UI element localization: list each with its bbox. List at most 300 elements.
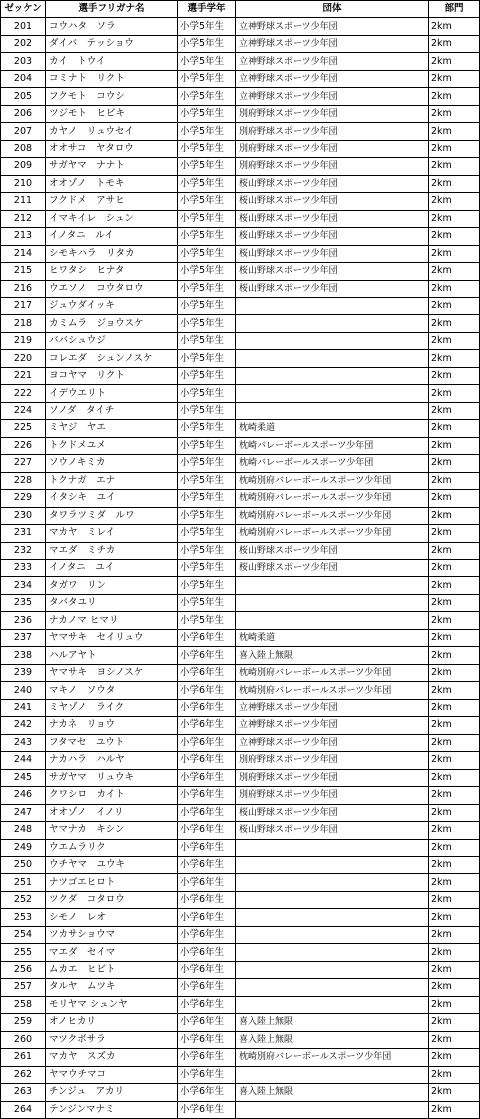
grade-cell: 小学5年生 <box>178 385 236 402</box>
division-cell: 2km <box>429 717 480 734</box>
athlete-name-cell: ハルアヤト <box>46 647 178 664</box>
bib-number-cell: 246 <box>1 787 46 804</box>
bib-number-cell: 221 <box>1 367 46 384</box>
bib-number-cell: 249 <box>1 839 46 856</box>
table-row <box>1 437 480 454</box>
table-row <box>1 577 480 594</box>
athlete-name-cell: ナカハラ ハルヤ <box>46 752 178 769</box>
division-cell: 2km <box>429 385 480 402</box>
group-cell: 立神野球スポーツ少年団 <box>236 717 429 734</box>
division-cell: 2km <box>429 856 480 873</box>
athlete-name-cell: ヤマウチマコ <box>46 1066 178 1083</box>
athlete-name-cell: トクナガ エナ <box>46 472 178 489</box>
table-row <box>1 245 480 262</box>
athlete-name-cell: コミナト リクト <box>46 70 178 87</box>
grade-cell: 小学5年生 <box>178 402 236 419</box>
grade-cell: 小学6年生 <box>178 1084 236 1101</box>
grade-cell: 小学5年生 <box>178 420 236 437</box>
bib-number-cell: 259 <box>1 1014 46 1031</box>
athlete-name-cell: モリヤマ シュンヤ <box>46 996 178 1013</box>
division-cell: 2km <box>429 822 480 839</box>
athlete-name-cell: タワラツミダ ルワ <box>46 507 178 524</box>
bib-number-cell: 203 <box>1 53 46 70</box>
division-cell: 2km <box>429 140 480 157</box>
table-row <box>1 507 480 524</box>
group-cell <box>236 594 429 611</box>
division-cell: 2km <box>429 420 480 437</box>
bib-number-cell: 239 <box>1 664 46 681</box>
group-cell: 枕崎別府バレーボールスポーツ少年団 <box>236 525 429 542</box>
bib-number-cell: 263 <box>1 1084 46 1101</box>
bib-number-cell: 204 <box>1 70 46 87</box>
division-cell: 2km <box>429 787 480 804</box>
group-cell: 立神野球スポーツ少年団 <box>236 88 429 105</box>
group-cell <box>236 315 429 332</box>
athlete-name-cell: オオゾノ トモキ <box>46 175 178 192</box>
division-cell: 2km <box>429 1014 480 1031</box>
athlete-name-cell: イノタニ ユイ <box>46 560 178 577</box>
bib-number-cell: 236 <box>1 612 46 629</box>
athlete-name-cell: ババシュウジ <box>46 332 178 349</box>
header-division: 部門 <box>429 1 480 18</box>
athlete-name-cell: マエダ ミチカ <box>46 542 178 559</box>
athlete-name-cell: トクドメユメ <box>46 437 178 454</box>
grade-cell: 小学6年生 <box>178 629 236 646</box>
division-cell: 2km <box>429 1031 480 1048</box>
table-row <box>1 1084 480 1101</box>
group-cell <box>236 1101 429 1118</box>
division-cell: 2km <box>429 525 480 542</box>
division-cell: 2km <box>429 70 480 87</box>
grade-cell: 小学5年生 <box>178 70 236 87</box>
group-cell: 喜入陸上無限 <box>236 1014 429 1031</box>
bib-number-cell: 233 <box>1 560 46 577</box>
athlete-name-cell: ムカエ ヒビト <box>46 961 178 978</box>
group-cell: 枕崎別府バレーボールスポーツ少年団 <box>236 1049 429 1066</box>
group-cell: 別府野球スポーツ少年団 <box>236 787 429 804</box>
bib-number-cell: 230 <box>1 507 46 524</box>
grade-cell: 小学5年生 <box>178 280 236 297</box>
table-row <box>1 455 480 472</box>
table-row <box>1 18 480 35</box>
group-cell: 別府野球スポーツ少年団 <box>236 158 429 175</box>
table-row <box>1 297 480 314</box>
division-cell: 2km <box>429 315 480 332</box>
athlete-name-cell: コウハタ ソラ <box>46 18 178 35</box>
bib-number-cell: 253 <box>1 909 46 926</box>
division-cell: 2km <box>429 891 480 908</box>
grade-cell: 小学6年生 <box>178 839 236 856</box>
grade-cell: 小学5年生 <box>178 88 236 105</box>
athlete-name-cell: オオサコ ヤタロウ <box>46 140 178 157</box>
group-cell <box>236 385 429 402</box>
table-row <box>1 228 480 245</box>
grade-cell: 小学5年生 <box>178 315 236 332</box>
athlete-name-cell: マカヤ スズカ <box>46 1049 178 1066</box>
division-cell: 2km <box>429 437 480 454</box>
division-cell: 2km <box>429 175 480 192</box>
group-cell: 枕崎柔道 <box>236 420 429 437</box>
division-cell: 2km <box>429 455 480 472</box>
division-cell: 2km <box>429 612 480 629</box>
grade-cell: 小学5年生 <box>178 123 236 140</box>
table-row <box>1 961 480 978</box>
division-cell: 2km <box>429 88 480 105</box>
bib-number-cell: 231 <box>1 525 46 542</box>
group-cell: 枕崎別府バレーボールスポーツ少年団 <box>236 472 429 489</box>
group-cell <box>236 961 429 978</box>
table-row <box>1 525 480 542</box>
group-cell: 枕崎別府バレーボールスポーツ少年団 <box>236 682 429 699</box>
grade-cell: 小学6年生 <box>178 734 236 751</box>
table-row <box>1 263 480 280</box>
table-row <box>1 664 480 681</box>
athlete-name-cell: フクドメ アサヒ <box>46 193 178 210</box>
bib-number-cell: 225 <box>1 420 46 437</box>
division-cell: 2km <box>429 1066 480 1083</box>
division-cell: 2km <box>429 228 480 245</box>
grade-cell: 小学6年生 <box>178 664 236 681</box>
athlete-name-cell: ナカノマ ヒマリ <box>46 612 178 629</box>
grade-cell: 小学6年生 <box>178 804 236 821</box>
bib-number-cell: 258 <box>1 996 46 1013</box>
group-cell: 桜山野球スポーツ少年団 <box>236 193 429 210</box>
table-row <box>1 979 480 996</box>
athlete-name-cell: タバタユリ <box>46 594 178 611</box>
division-cell: 2km <box>429 123 480 140</box>
division-cell: 2km <box>429 629 480 646</box>
bib-number-cell: 201 <box>1 18 46 35</box>
table-row <box>1 123 480 140</box>
table-row <box>1 315 480 332</box>
athlete-name-cell: ヤマナカ キシン <box>46 822 178 839</box>
grade-cell: 小学6年生 <box>178 979 236 996</box>
grade-cell: 小学6年生 <box>178 891 236 908</box>
bib-number-cell: 205 <box>1 88 46 105</box>
bib-number-cell: 214 <box>1 245 46 262</box>
athlete-name-cell: ヤマサキ セイリュウ <box>46 629 178 646</box>
table-row <box>1 560 480 577</box>
division-cell: 2km <box>429 263 480 280</box>
bib-number-cell: 235 <box>1 594 46 611</box>
group-cell <box>236 926 429 943</box>
athlete-name-cell: マカヤ ミレイ <box>46 525 178 542</box>
group-cell <box>236 996 429 1013</box>
group-cell: 喜入陸上無限 <box>236 1031 429 1048</box>
group-cell <box>236 944 429 961</box>
bib-number-cell: 220 <box>1 350 46 367</box>
group-cell: 立神野球スポーツ少年団 <box>236 699 429 716</box>
group-cell: 立神野球スポーツ少年団 <box>236 70 429 87</box>
header-bib-number: ゼッケン <box>1 1 46 18</box>
division-cell: 2km <box>429 402 480 419</box>
table-row <box>1 752 480 769</box>
grade-cell: 小学5年生 <box>178 245 236 262</box>
grade-cell: 小学5年生 <box>178 53 236 70</box>
group-cell: 桜山野球スポーツ少年団 <box>236 228 429 245</box>
bib-number-cell: 208 <box>1 140 46 157</box>
group-cell: 桜山野球スポーツ少年団 <box>236 560 429 577</box>
athlete-name-cell: イデウエリト <box>46 385 178 402</box>
table-row <box>1 804 480 821</box>
table-row <box>1 856 480 873</box>
bib-number-cell: 226 <box>1 437 46 454</box>
division-cell: 2km <box>429 542 480 559</box>
grade-cell: 小学5年生 <box>178 577 236 594</box>
division-cell: 2km <box>429 245 480 262</box>
bib-number-cell: 255 <box>1 944 46 961</box>
division-cell: 2km <box>429 280 480 297</box>
grade-cell: 小学6年生 <box>178 699 236 716</box>
table-row <box>1 1066 480 1083</box>
table-row <box>1 542 480 559</box>
group-cell <box>236 332 429 349</box>
bib-number-cell: 251 <box>1 874 46 891</box>
table-row <box>1 682 480 699</box>
athlete-name-cell: ナツゴエヒロト <box>46 874 178 891</box>
group-cell: 別府野球スポーツ少年団 <box>236 140 429 157</box>
group-cell: 立神野球スポーツ少年団 <box>236 53 429 70</box>
division-cell: 2km <box>429 560 480 577</box>
group-cell: 別府野球スポーツ少年団 <box>236 752 429 769</box>
table-row <box>1 787 480 804</box>
group-cell: 桜山野球スポーツ少年団 <box>236 245 429 262</box>
table-row <box>1 140 480 157</box>
bib-number-cell: 232 <box>1 542 46 559</box>
bib-number-cell: 250 <box>1 856 46 873</box>
header-grade: 選手学年 <box>178 1 236 18</box>
bib-number-cell: 207 <box>1 123 46 140</box>
grade-cell: 小学6年生 <box>178 909 236 926</box>
division-cell: 2km <box>429 909 480 926</box>
grade-cell: 小学6年生 <box>178 944 236 961</box>
grade-cell: 小学6年生 <box>178 752 236 769</box>
division-cell: 2km <box>429 18 480 35</box>
table-row <box>1 367 480 384</box>
bib-number-cell: 254 <box>1 926 46 943</box>
table-row <box>1 874 480 891</box>
table-row <box>1 210 480 227</box>
division-cell: 2km <box>429 874 480 891</box>
athlete-name-cell: マエダ セイマ <box>46 944 178 961</box>
table-row <box>1 1049 480 1066</box>
table-header <box>1 1 480 18</box>
group-cell: 桜山野球スポーツ少年団 <box>236 263 429 280</box>
group-cell: 枕崎別府バレーボールスポーツ少年団 <box>236 664 429 681</box>
group-cell: 枕崎別府バレーボールスポーツ少年団 <box>236 507 429 524</box>
athlete-name-cell: ミヤジ ヤエ <box>46 420 178 437</box>
athlete-name-cell: イマキイレ シュン <box>46 210 178 227</box>
athlete-name-cell: タルヤ ムツキ <box>46 979 178 996</box>
group-cell: 枕崎バレーボールスポーツ少年団 <box>236 437 429 454</box>
table-row <box>1 594 480 611</box>
table-row <box>1 280 480 297</box>
table-row <box>1 70 480 87</box>
grade-cell: 小学5年生 <box>178 455 236 472</box>
table-row <box>1 944 480 961</box>
table-row <box>1 332 480 349</box>
athlete-name-cell: ツカサショウマ <box>46 926 178 943</box>
bib-number-cell: 206 <box>1 105 46 122</box>
athlete-name-cell: ヒワタシ ヒナタ <box>46 263 178 280</box>
athlete-name-cell: タガワ リン <box>46 577 178 594</box>
bib-number-cell: 238 <box>1 647 46 664</box>
division-cell: 2km <box>429 577 480 594</box>
bib-number-cell: 241 <box>1 699 46 716</box>
bib-number-cell: 248 <box>1 822 46 839</box>
grade-cell: 小学5年生 <box>178 297 236 314</box>
bib-number-cell: 252 <box>1 891 46 908</box>
table-row <box>1 647 480 664</box>
bib-number-cell: 213 <box>1 228 46 245</box>
grade-cell: 小学5年生 <box>178 437 236 454</box>
division-cell: 2km <box>429 699 480 716</box>
athlete-name-cell: ウエムラリク <box>46 839 178 856</box>
division-cell: 2km <box>429 472 480 489</box>
grade-cell: 小学6年生 <box>178 717 236 734</box>
group-cell: 立神野球スポーツ少年団 <box>236 35 429 52</box>
bib-number-cell: 215 <box>1 263 46 280</box>
table-row <box>1 839 480 856</box>
grade-cell: 小学5年生 <box>178 560 236 577</box>
grade-cell: 小学6年生 <box>178 1066 236 1083</box>
athlete-name-cell: ダイバ テッショウ <box>46 35 178 52</box>
division-cell: 2km <box>429 297 480 314</box>
table-row <box>1 35 480 52</box>
grade-cell: 小学6年生 <box>178 961 236 978</box>
grade-cell: 小学5年生 <box>178 542 236 559</box>
athlete-name-cell: オオゾノ イノリ <box>46 804 178 821</box>
group-cell: 立神野球スポーツ少年団 <box>236 18 429 35</box>
division-cell: 2km <box>429 664 480 681</box>
grade-cell: 小学5年生 <box>178 18 236 35</box>
table-body <box>1 18 480 1119</box>
athlete-name-cell: フクモト コウシ <box>46 88 178 105</box>
grade-cell: 小学5年生 <box>178 490 236 507</box>
athlete-name-cell: ヤマサキ ヨシノスケ <box>46 664 178 681</box>
group-cell <box>236 1066 429 1083</box>
division-cell: 2km <box>429 682 480 699</box>
table-row <box>1 420 480 437</box>
bib-number-cell: 218 <box>1 315 46 332</box>
athlete-name-cell: クワシロ カイト <box>46 787 178 804</box>
header-row <box>1 1 480 18</box>
athlete-name-cell: コレエダ シュンノスケ <box>46 350 178 367</box>
grade-cell: 小学6年生 <box>178 1031 236 1048</box>
group-cell: 桜山野球スポーツ少年団 <box>236 210 429 227</box>
bib-number-cell: 260 <box>1 1031 46 1048</box>
division-cell: 2km <box>429 594 480 611</box>
division-cell: 2km <box>429 210 480 227</box>
bib-number-cell: 227 <box>1 455 46 472</box>
grade-cell: 小学6年生 <box>178 1014 236 1031</box>
athlete-name-cell: ミヤゾノ ライク <box>46 699 178 716</box>
division-cell: 2km <box>429 158 480 175</box>
grade-cell: 小学5年生 <box>178 332 236 349</box>
bib-number-cell: 257 <box>1 979 46 996</box>
bib-number-cell: 211 <box>1 193 46 210</box>
athlete-name-cell: カヤノ リュウセイ <box>46 123 178 140</box>
division-cell: 2km <box>429 507 480 524</box>
table-row <box>1 385 480 402</box>
group-cell: 喜入陸上無限 <box>236 647 429 664</box>
group-cell <box>236 909 429 926</box>
athlete-name-cell: マキノ ソウタ <box>46 682 178 699</box>
table-row <box>1 717 480 734</box>
bib-number-cell: 222 <box>1 385 46 402</box>
table-row <box>1 734 480 751</box>
division-cell: 2km <box>429 105 480 122</box>
table-row <box>1 996 480 1013</box>
grade-cell: 小学6年生 <box>178 926 236 943</box>
division-cell: 2km <box>429 944 480 961</box>
bib-number-cell: 256 <box>1 961 46 978</box>
athlete-name-cell: ウチヤマ ユウキ <box>46 856 178 873</box>
group-cell <box>236 979 429 996</box>
division-cell: 2km <box>429 367 480 384</box>
bib-number-cell: 224 <box>1 402 46 419</box>
bib-number-cell: 219 <box>1 332 46 349</box>
bib-number-cell: 216 <box>1 280 46 297</box>
grade-cell: 小学6年生 <box>178 787 236 804</box>
table-row <box>1 175 480 192</box>
division-cell: 2km <box>429 1101 480 1118</box>
table-row <box>1 699 480 716</box>
table-row <box>1 105 480 122</box>
athlete-name-cell: ヨコヤマ リクト <box>46 367 178 384</box>
table-row <box>1 402 480 419</box>
group-cell: 桜山野球スポーツ少年団 <box>236 175 429 192</box>
grade-cell: 小学5年生 <box>178 193 236 210</box>
table-row <box>1 891 480 908</box>
table-row <box>1 193 480 210</box>
grade-cell: 小学5年生 <box>178 210 236 227</box>
bib-number-cell: 212 <box>1 210 46 227</box>
athlete-name-cell: カミムラ ジョウスケ <box>46 315 178 332</box>
grade-cell: 小学6年生 <box>178 996 236 1013</box>
bib-number-cell: 247 <box>1 804 46 821</box>
division-cell: 2km <box>429 193 480 210</box>
athlete-name-cell: フタマセ ユウト <box>46 734 178 751</box>
division-cell: 2km <box>429 979 480 996</box>
bib-number-cell: 261 <box>1 1049 46 1066</box>
division-cell: 2km <box>429 53 480 70</box>
table-row <box>1 158 480 175</box>
table-row <box>1 88 480 105</box>
grade-cell: 小学5年生 <box>178 594 236 611</box>
bib-number-cell: 245 <box>1 769 46 786</box>
group-cell: 枕崎柔道 <box>236 629 429 646</box>
grade-cell: 小学5年生 <box>178 35 236 52</box>
table-row <box>1 490 480 507</box>
grade-cell: 小学5年生 <box>178 175 236 192</box>
table-row <box>1 1101 480 1118</box>
athlete-name-cell: シモキハラ リタカ <box>46 245 178 262</box>
table-row <box>1 822 480 839</box>
division-cell: 2km <box>429 490 480 507</box>
group-cell <box>236 297 429 314</box>
table-row <box>1 1014 480 1031</box>
division-cell: 2km <box>429 35 480 52</box>
table-row <box>1 769 480 786</box>
group-cell <box>236 612 429 629</box>
athlete-name-cell: シモノ レオ <box>46 909 178 926</box>
grade-cell: 小学6年生 <box>178 682 236 699</box>
group-cell: 枕崎バレーボールスポーツ少年団 <box>236 455 429 472</box>
athlete-name-cell: イノタニ ルイ <box>46 228 178 245</box>
group-cell: 立神野球スポーツ少年団 <box>236 734 429 751</box>
group-cell: 桜山野球スポーツ少年団 <box>236 542 429 559</box>
